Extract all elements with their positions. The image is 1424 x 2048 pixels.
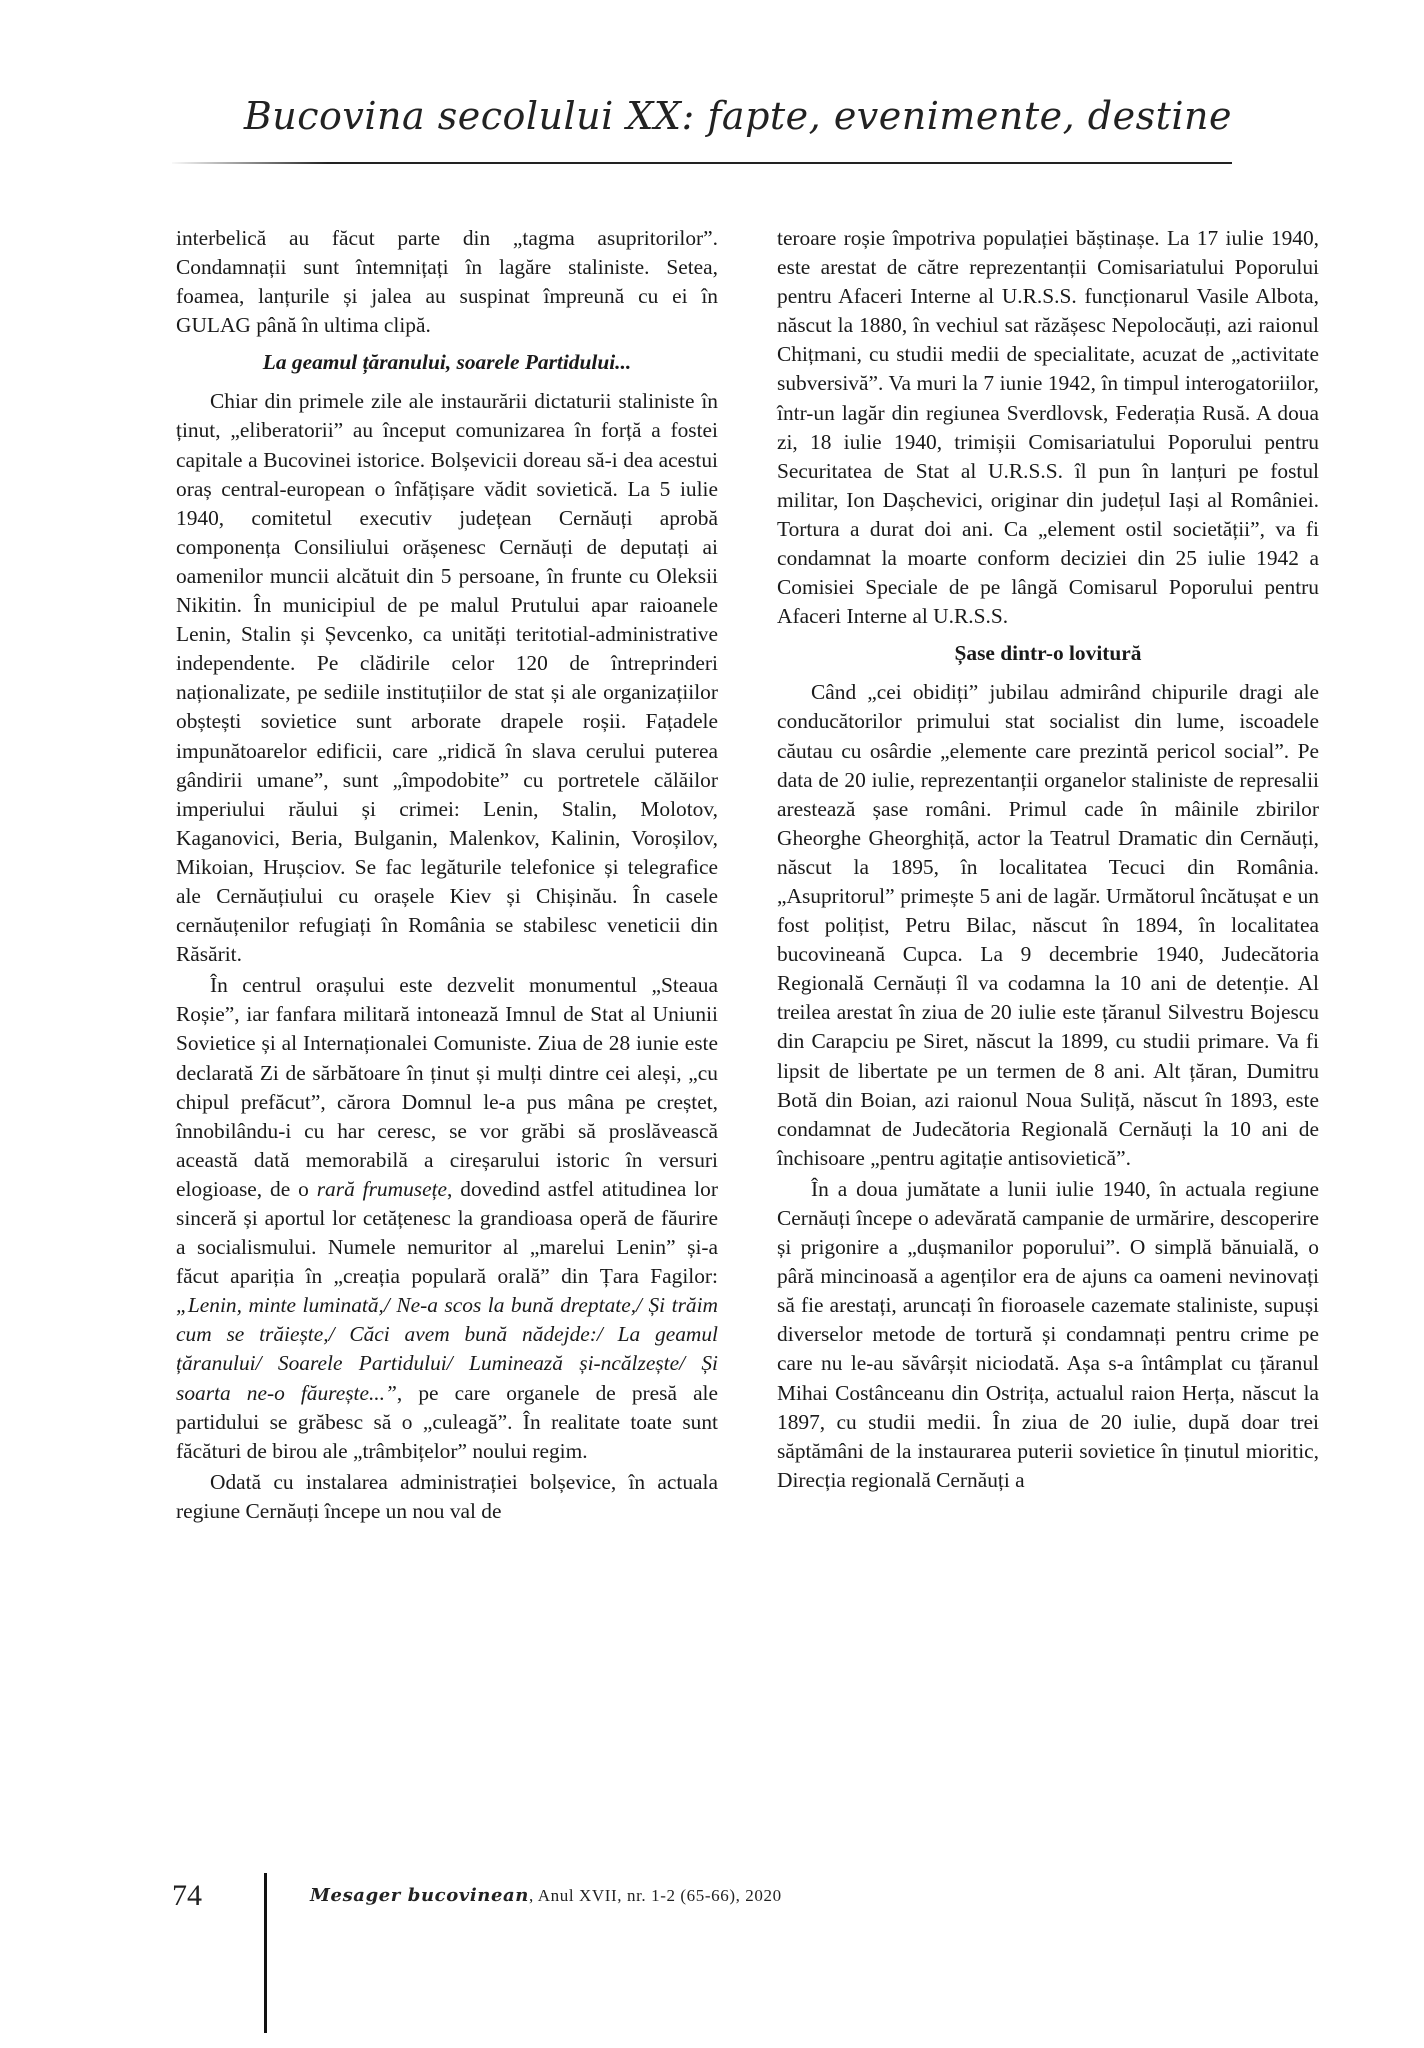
section-heading-la-geamul: La geamul țăranului, soarele Partidului... <box>262 350 632 375</box>
left-paragraph-1: interbelică au făcut parte din „tagma asupritorilor”. Condamnații sunt întemnițați în lagăre staliniste. Setea, foamea, lanțurile și jalea au suspinat împreună cu ei în GULAG până în ultima clipă. <box>176 226 718 338</box>
left-paragraph-4: Odată cu instalarea administrației bolșevice, în actuala regiune Cernăuți începe un nou val de <box>176 1469 718 1523</box>
paragraph-3-text-c: , pe care organele de presă ale partidului se grăbesc să o „culeagă”. În realitate toate sunt făcături de birou ale „trâmbițelor” noului regim. <box>176 1380 718 1463</box>
right-paragraph-1: teroare roșie împotriva populației băștinașe. La 17 iulie 1940, este arestat de către reprezentanții Comisariatului Poporului pentru Afaceri Interne al U.R.S.S. funcționarul Vasile Albota, născut la 1880, în vechiul sat răzășesc Nepolocăuți, azi raionul Chițmani, cu studii medii de specialitate, acuzat de „activitate subversivă”. Va muri la 7 iunie 1942, în timpul interogatoriilor, într-un lagăr din regiunea Sverdlovsk, Federația Rusă. A doua zi, 18 iulie 1940, trimișii Comisariatului Poporului pentru Securitatea de Stat al U.R.S.S. îl pun în lanțuri pe fostul militar, Ion Dașchevici, originar din județul Iași al României. Tortura a durat doi ani. Ca „element ostil societății”, va fi condamnat la moarte conform deciziei din 25 iulie 1942 a Comisiei Speciale de pe lângă Comisarul Poporului pentru Afaceri Interne al U.R.S.S. <box>777 226 1319 629</box>
paragraph-3-text-a: În centrul orașului este dezvelit monumentul „Steaua Roșie”, iar fanfara militară intonează Imnul de Stat al Uniunii Sovietice și al Internaționalei Comuniste. Ziua de 28 iunie este declarată Zi de sărbătoare în ținut și mulți dintre cei aleși, „cu chipul prefăcut”, cărora Domnul le-a pus mâna pe creștet, înnobilându-i cu har ceresc, se vor grăbi să proslăvească această dată memorabilă a cireșarului istoric în versuri elogioase, de o <box>176 973 718 1201</box>
section-heading-sase-dintr-o-lovitura: Șase dintr-o lovitură <box>954 641 1142 666</box>
footer-publication <box>310 1885 782 1906</box>
right-column <box>777 224 1319 1495</box>
running-header-title: Bucovina secolului XX: fapte, evenimente, destine <box>243 94 1232 138</box>
right-paragraph-2: Când „cei obidiți” jubilau admirând chipurile dragi ale conducătorilor primului stat socialist din lume, iscoadele căutau cu osârdie „elemente care prezintă pericol social”. Pe data de 20 iulie, reprezentanții organelor staliniste de represalii arestează șase români. Primul cade în mâinile zbirilor Gheorghe Gheorghiță, actor la Teatrul Dramatic din Cernăuți, născut la 1895, în localitatea Tecuci din România. „Asupritorul” primește 5 ani de lagăr. Următorul încătușat e un fost polițist, Petru Bilac, născut în 1894, în localitatea bucovineană Cupca. La 9 decembrie 1940, Judecătoria Regională Cernăuți îl va codamna la 10 ani de detenție. Al treilea arestat în ziua de 20 iulie este țăranul Silvestru Bojescu din Carapciu pe Siret, născut la 1899, cu studii primare. Va fi lipsit de libertate pe un termen de 8 ani. Alt țăran, Dumitru Botă din Boian, azi raionul Noua Suliță, născut în 1893, este condamnat de Judecătoria Regională Cernăuți la 10 ani de închisoare „pentru agitație antisovietică”. <box>777 680 1319 1170</box>
left-paragraph-2: Chiar din primele zile ale instaurării dictaturii staliniste în ținut, „eliberatorii” au început comunizarea în forță a fostei capitale a Bucovinei istorice. Bolșevicii doreau să-i dea acestui oraș central-european o înfățișare vădit sovietică. La 5 iulie 1940, comitetul executiv județean Cernăuți aprobă componența Consiliului orășenesc Cernăuți de deputați ai oamenilor muncii alcătuit din 5 persoane, în frunte cu Oleksii Nikitin. În municipiul de pe malul Prutului apar raioanele Lenin, Stalin și Șevcenko, ca unități teritotial-administrative independente. Pe clădirile celor 120 de întreprinderi naționalizate, pe sediile instituțiilor de stat și ale organizațiilor obștești sovietice sunt arborate drapele roșii. Fațadele impunătoarelor edificii, care „ridică în slava cerului puterea gândirii umane”, sunt „împodobite” cu portretele călăilor imperiului răului și crimei: Lenin, Stalin, Molotov, Kaganovici, Beria, Bulganin, Malenkov, Kalinin, Voroșilov, Mikoian, Hrușciov. Se fac legăturile telefonice și telegrafice ale Cernăuțiului cu orașele Kiev și Chișinău. În casele cernăuțenilor refugiați în România se stabilesc veneticii din Răsărit. <box>176 389 718 967</box>
paragraph-3-poem-quote: „Lenin, minte luminată,/ Ne-a scos la bună dreptate,/ Și trăim cum se trăiește,/ Căci avem bună nădejde:/ La geamul țăranului/ Soarele Partidului/ Luminează și-ncălzește/ Și soarta ne-o făurește...” <box>176 1293 718 1405</box>
journal-name: Mesager bucovinean <box>310 1885 529 1906</box>
footer-divider <box>264 1873 267 2033</box>
page-footer <box>172 1873 1232 2033</box>
running-header <box>172 86 1232 164</box>
header-rule <box>172 162 1232 164</box>
paragraph-3-emphasis-1: rară frumusețe <box>316 1176 448 1201</box>
left-column <box>176 224 718 1526</box>
page-number: 74 <box>172 1879 202 1912</box>
left-paragraph-3 <box>176 971 718 1466</box>
paragraph-3-text-b: , dovedind astfel atitudinea lor sinceră și aportul lor cetățenesc la grandioasa operă de făurire a socialismului. Numele nemuritor al „marelui Lenin” și-a făcut apariția în „creația populară orală” din Țara Fagilor: <box>176 1176 719 1289</box>
right-paragraph-3: În a doua jumătate a lunii iulie 1940, în actuala regiune Cernăuți începe o adevărată campanie de urmărire, descoperire și prigonire a „dușmanilor poporului”. O simplă bănuială, o pâră mincinoasă a agenților era de ajuns ca oameni nevinovați să fie arestați, aruncați în fioroasele cazemate staliniste, supuși diverselor metode de tortură și condamnați pentru crime pe care nu le-au săvârșit niciodată. Așa s-a întâmplat cu țăranul Mihai Costânceanu din Ostrița, actualul raion Herța, născut la 1897, cu studii medii. În ziua de 20 iulie, după doar trei săptămâni de la instaurarea puterii sovietice în ținutul mioritic, Direcția regională Cernăuți a <box>777 1176 1319 1492</box>
journal-issue: , Anul XVII, nr. 1-2 (65-66), 2020 <box>529 1886 782 1905</box>
